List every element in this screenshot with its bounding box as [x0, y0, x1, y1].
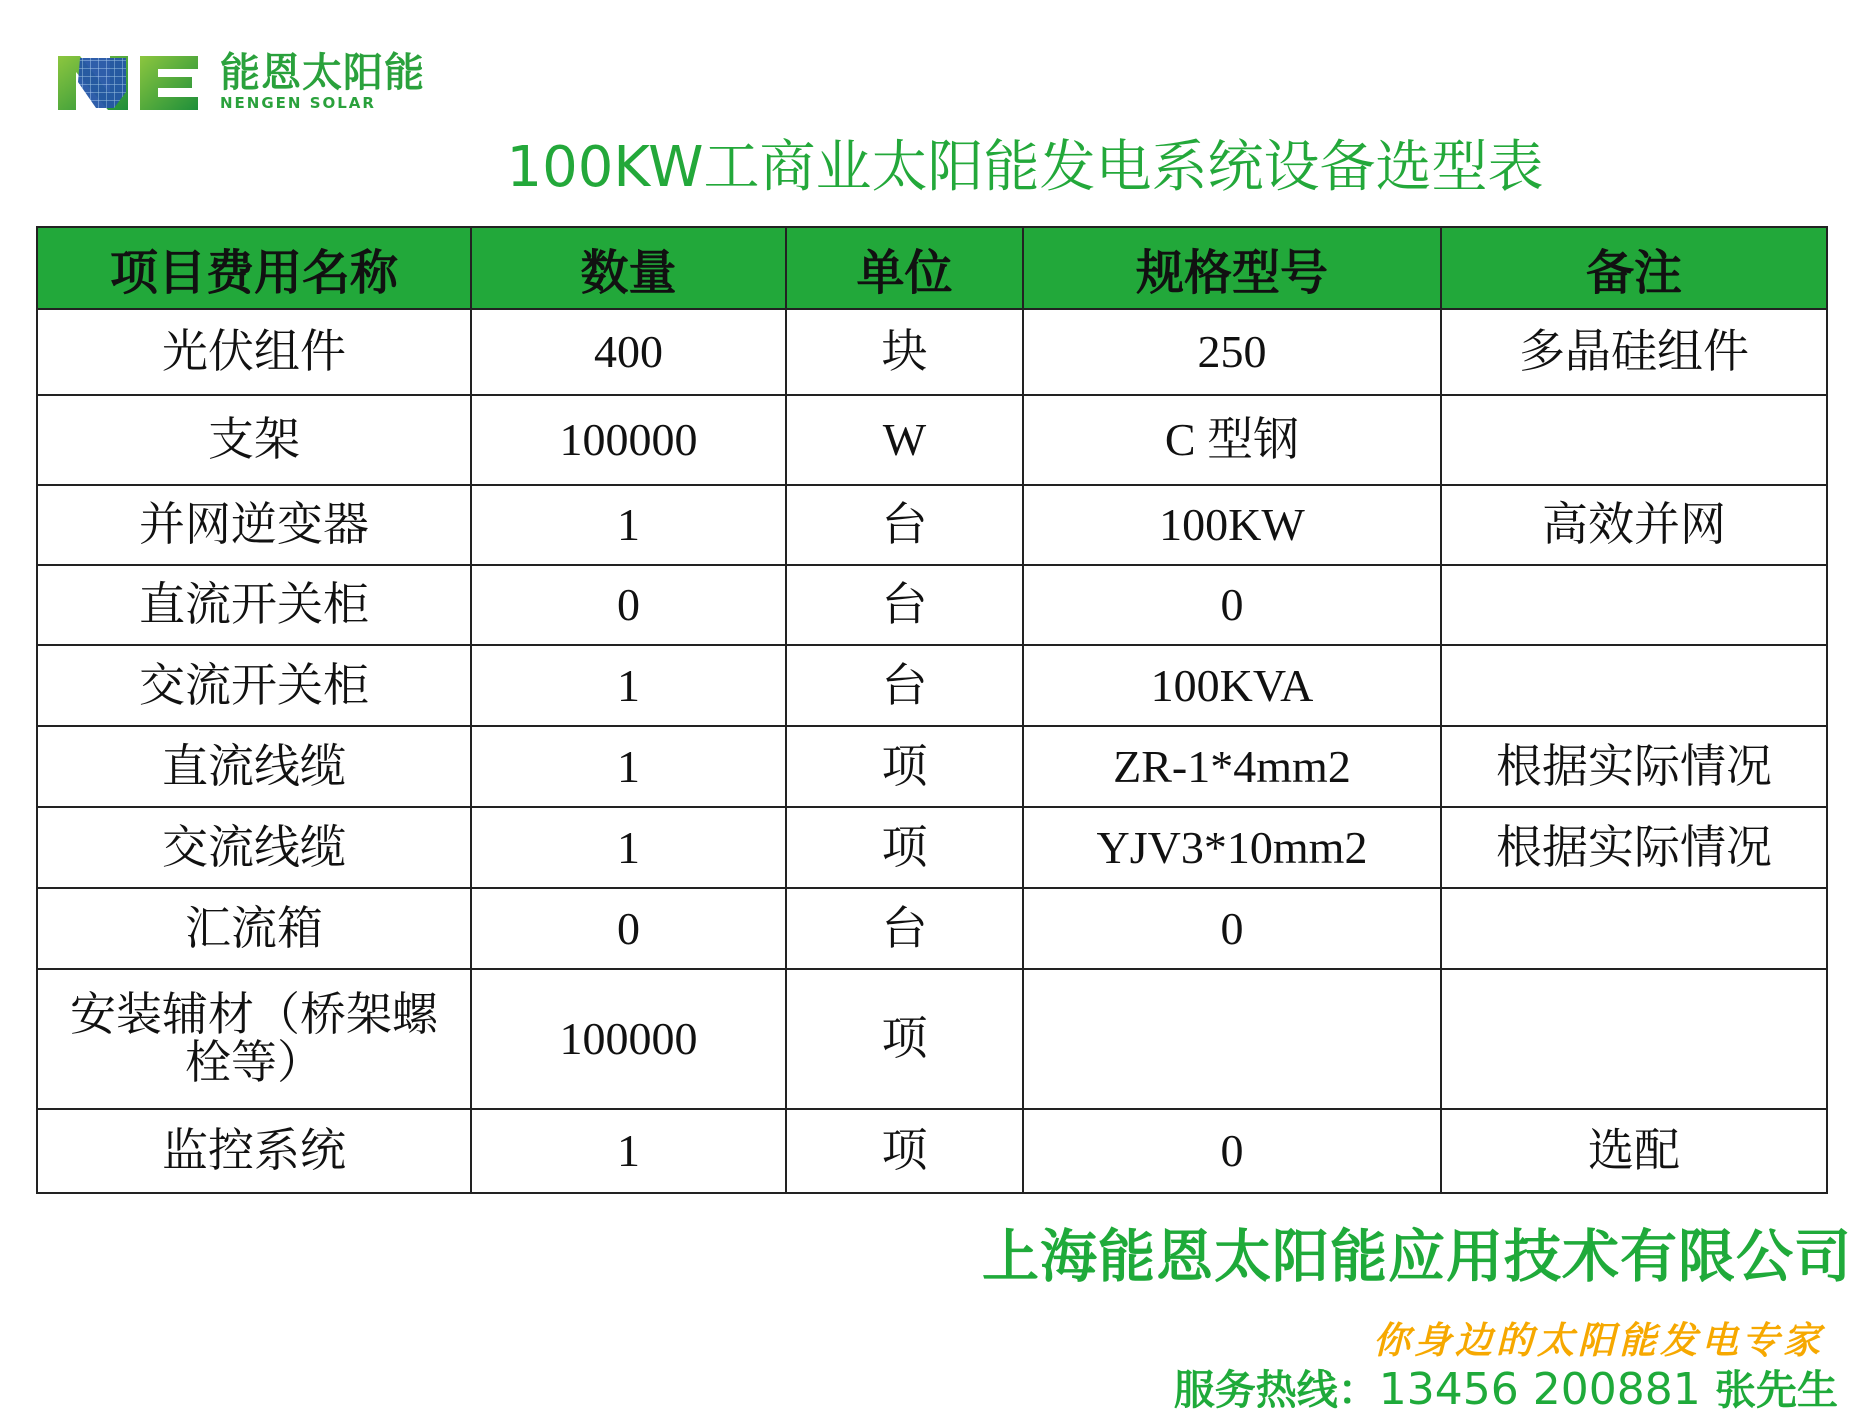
hotline-label: 服务热线： [1173, 1366, 1379, 1414]
cell-remark [1441, 645, 1827, 726]
cell-remark [1441, 395, 1827, 485]
cell-item-name: 支架 [37, 395, 471, 485]
brand-name-cn: 能恩太阳能 [220, 50, 425, 96]
cell-remark [1441, 565, 1827, 645]
header-spec: 规格型号 [1023, 227, 1441, 309]
slogan: 你身边的太阳能发电专家 [1373, 1318, 1824, 1362]
cell-item-name: 安装辅材（桥架螺栓等） [37, 969, 471, 1109]
table-row [37, 888, 1827, 969]
cell-remark: 多晶硅组件 [1441, 309, 1827, 395]
table-row [37, 309, 1827, 395]
cell-item-name: 监控系统 [37, 1109, 471, 1193]
cell-unit: 台 [786, 888, 1023, 969]
ne-solar-logo-icon [58, 52, 200, 112]
cell-spec: C 型钢 [1023, 395, 1441, 485]
cell-spec: 0 [1023, 1109, 1441, 1193]
cell-unit: 项 [786, 726, 1023, 807]
table-row [37, 969, 1827, 1109]
cell-spec: YJV3*10mm2 [1023, 807, 1441, 888]
page-title-text: 100KW工商业太阳能发电系统设备选型表 [506, 135, 1544, 200]
cell-quantity: 100000 [471, 969, 786, 1109]
table-row [37, 1109, 1827, 1193]
cell-quantity: 0 [471, 888, 786, 969]
table-row [37, 645, 1827, 726]
cell-spec: 250 [1023, 309, 1441, 395]
table-body [37, 309, 1827, 1193]
cell-item-name: 直流线缆 [37, 726, 471, 807]
cell-unit: 台 [786, 565, 1023, 645]
cell-remark: 根据实际情况 [1441, 807, 1827, 888]
cell-spec: 0 [1023, 888, 1441, 969]
cell-quantity: 1 [471, 485, 786, 565]
table-row [37, 807, 1827, 888]
table-row [37, 726, 1827, 807]
company-name: 上海能恩太阳能应用技术有限公司 [982, 1224, 1852, 1290]
cell-quantity: 1 [471, 807, 786, 888]
cell-quantity: 0 [471, 565, 786, 645]
cell-unit: 项 [786, 969, 1023, 1109]
cell-item-name: 交流线缆 [37, 807, 471, 888]
header-quantity: 数量 [471, 227, 786, 309]
cell-unit: 项 [786, 807, 1023, 888]
header-unit: 单位 [786, 227, 1023, 309]
contact-person: 张先生 [1715, 1366, 1838, 1414]
cell-item-name: 并网逆变器 [37, 485, 471, 565]
cell-item-name: 直流开关柜 [37, 565, 471, 645]
cell-item-name: 汇流箱 [37, 888, 471, 969]
cell-remark: 高效并网 [1441, 485, 1827, 565]
header-item-name: 项目费用名称 [37, 227, 471, 309]
table-row [37, 485, 1827, 565]
table-header [37, 227, 1827, 309]
hotline [1174, 1366, 1838, 1414]
cell-item-name: 光伏组件 [37, 309, 471, 395]
cell-quantity: 1 [471, 645, 786, 726]
header-row [37, 227, 1827, 309]
cell-spec [1023, 969, 1441, 1109]
page-title [0, 133, 1862, 203]
cell-spec: ZR-1*4mm2 [1023, 726, 1441, 807]
cell-quantity: 400 [471, 309, 786, 395]
cell-quantity: 1 [471, 1109, 786, 1193]
cell-quantity: 100000 [471, 395, 786, 485]
cell-unit: W [786, 395, 1023, 485]
logo [58, 52, 425, 112]
table-row [37, 565, 1827, 645]
header-remark: 备注 [1441, 227, 1827, 309]
cell-unit: 项 [786, 1109, 1023, 1193]
cell-unit: 台 [786, 645, 1023, 726]
equipment-table [36, 226, 1828, 1194]
cell-spec: 100KVA [1023, 645, 1441, 726]
table-row [37, 395, 1827, 485]
cell-spec: 100KW [1023, 485, 1441, 565]
cell-remark [1441, 969, 1827, 1109]
cell-remark: 根据实际情况 [1441, 726, 1827, 807]
cell-unit: 台 [786, 485, 1023, 565]
cell-spec: 0 [1023, 565, 1441, 645]
cell-remark: 选配 [1441, 1109, 1827, 1193]
cell-remark [1441, 888, 1827, 969]
hotline-number: 13456 200881 [1378, 1364, 1701, 1415]
cell-item-name: 交流开关柜 [37, 645, 471, 726]
cell-quantity: 1 [471, 726, 786, 807]
brand-name-en: NENGEN SOLAR [220, 94, 376, 112]
cell-unit: 块 [786, 309, 1023, 395]
